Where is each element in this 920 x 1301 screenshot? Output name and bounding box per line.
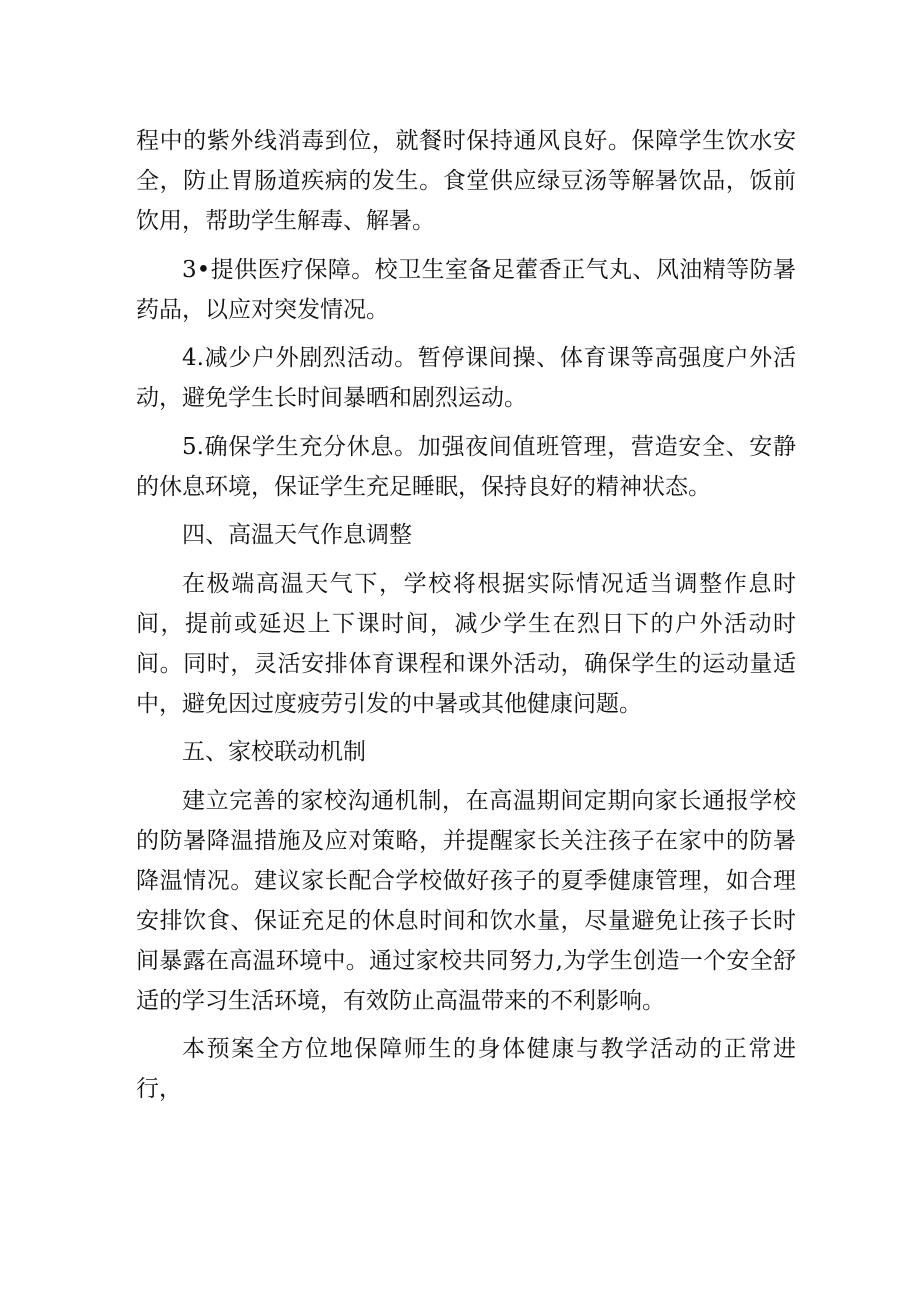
- section-heading-schedule-adjustment: 四、高温天气作息调整: [182, 522, 412, 548]
- paragraph-home-school-linkage: 建立完善的家校沟通机制，在高温期间定期向家长通报学校的防暑降温措施及应对策略，并提醒家长关注孩子在家中的防暑降温情况。建议家长配合学校做好孩子的夏季健康管理，如合理安排饮食、保证充足的休息时间和饮水量，尽量避免让孩子长时间暴露在高温环境中。通过家校共同努力,为学生创造一个安全舒适的学习生活环境，有效防止高温带来的不利影响。: [136, 787, 796, 1014]
- paragraph-closing: 本预案全方位地保障师生的身体健康与教学活动的正常进行，: [136, 1036, 796, 1102]
- paragraph-food-hygiene: 程中的紫外线消毒到位，就餐时保持通风良好。保障学生饮水安全，防止胃肠道疾病的发生。食堂供应绿豆汤等解暑饮品，饭前饮用，帮助学生解毒、解暑。: [136, 128, 796, 234]
- section-heading-home-school-linkage: 五、家校联动机制: [182, 739, 366, 765]
- paragraph-schedule-adjustment: 在极端高温天气下，学校将根据实际情况适当调整作息时间，提前或延迟上下课时间，减少学生在烈日下的户外活动时间。同时，灵活安排体育课程和课外活动，确保学生的运动量适中，避免因过度疲劳引发的中暑或其他健康问题。: [136, 570, 796, 717]
- paragraph-reduce-outdoor-activity: 4.减少户外剧烈活动。暂停课间操、体育课等高强度户外活动，避免学生长时间暴晒和剧烈运动。: [136, 345, 796, 411]
- paragraph-medical-support: 3•提供医疗保障。校卫生室备足藿香正气丸、风油精等防暑药品，以应对突发情况。: [136, 256, 796, 323]
- document-body: [136, 121, 796, 1118]
- paragraph-ensure-rest: 5.确保学生充分休息。加强夜间值班管理，营造安全、安静的休息环境，保证学生充足睡眠，保持良好的精神状态。: [136, 433, 796, 500]
